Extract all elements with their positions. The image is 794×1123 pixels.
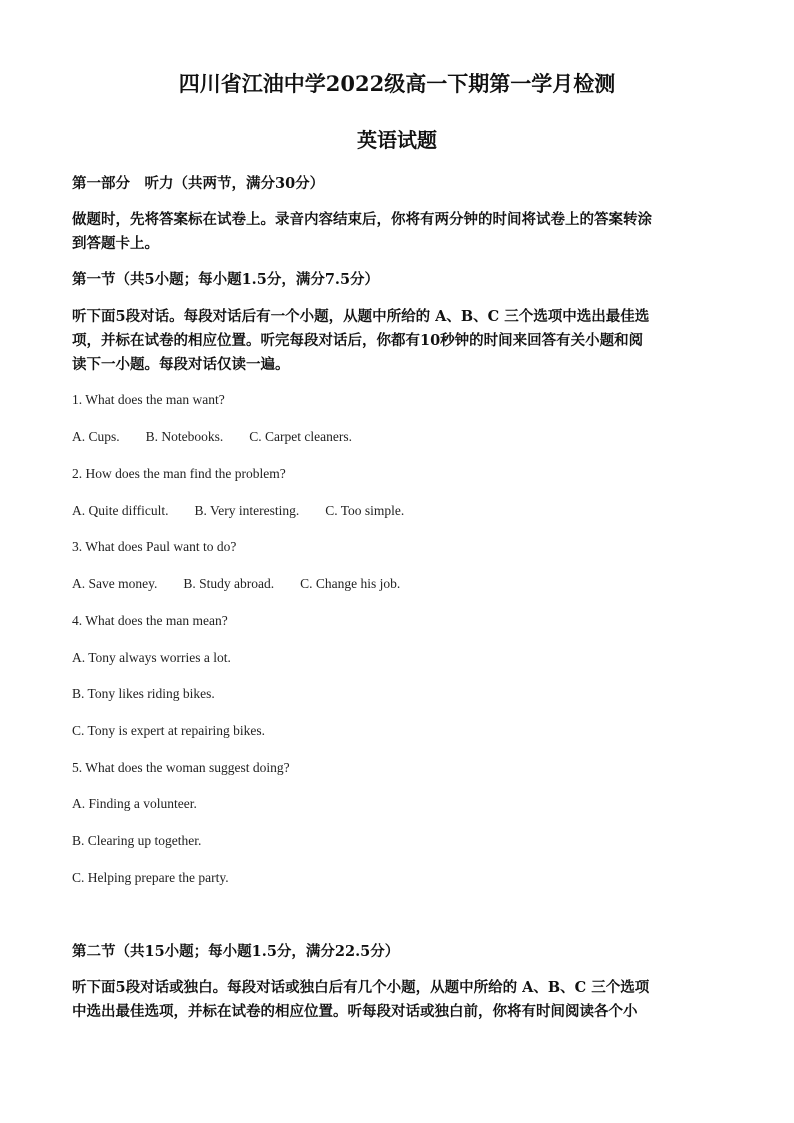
question-5-option-b: B. Clearing up together. [72, 833, 202, 848]
question-1: 1. What does the man want? [72, 392, 225, 407]
option-c: C. Too simple. [325, 503, 405, 518]
section1-heading: 第一节（共5小题；每小题1.5分，满分7.5分） [72, 271, 380, 288]
question-3: 3. What does Paul want to do? [72, 539, 237, 554]
section1-instruction-line: 项，并标在试卷的相应位置。听完每段对话后，你都有10秒钟的时间来回答有关小题和阅 [72, 332, 644, 349]
part1-instruction-line: 做题时，先将答案标在试卷上。录音内容结束后，你将有两分钟的时间将试卷上的答案转涂 [72, 211, 652, 228]
section2-instruction-line: 听下面5段对话或独白。每段对话或独白后有几个小题，从题中所给的 A、B、C 三个选项 [72, 979, 650, 996]
option-c: C. Change his job. [300, 576, 401, 591]
exam-subtitle: 英语试题 [357, 128, 437, 152]
section1-instruction-line: 读下一小题。每段对话仅读一遍。 [72, 356, 290, 373]
part1-instruction-line: 到答题卡上。 [72, 235, 159, 252]
question-1-options [72, 428, 722, 446]
question-4: 4. What does the man mean? [72, 613, 228, 628]
question-5: 5. What does the woman suggest doing? [72, 760, 290, 775]
option-a: A. Save money. [72, 576, 158, 591]
section2-heading: 第二节（共15小题；每小题1.5分，满分22.5分） [72, 943, 400, 960]
option-a: A. Cups. [72, 429, 120, 444]
option-b: B. Very interesting. [194, 503, 300, 518]
section1-instruction-line: 听下面5段对话。每段对话后有一个小题，从题中所给的 A、B、C 三个选项中选出最佳选 [72, 308, 650, 325]
part1-heading: 第一部分 听力（共两节，满分30分） [72, 175, 325, 192]
question-4-option-a: A. Tony always worries a lot. [72, 650, 231, 665]
question-4-option-b: B. Tony likes riding bikes. [72, 686, 215, 701]
question-2: 2. How does the man find the problem? [72, 466, 286, 481]
exam-title: 四川省江油中学2022级高一下期第一学月检测 [178, 71, 616, 96]
question-3-options [72, 575, 722, 593]
option-a: A. Quite difficult. [72, 503, 169, 518]
question-4-option-c: C. Tony is expert at repairing bikes. [72, 723, 266, 738]
option-b: B. Study abroad. [183, 576, 275, 591]
option-b: B. Notebooks. [145, 429, 224, 444]
question-2-options [72, 502, 722, 520]
question-5-option-c: C. Helping prepare the party. [72, 870, 229, 885]
question-5-option-a: A. Finding a volunteer. [72, 796, 197, 811]
option-c: C. Carpet cleaners. [249, 429, 352, 444]
section2-instruction-line: 中选出最佳选项，并标在试卷的相应位置。听每段对话或独白前，你将有时间阅读各个小 [72, 1003, 638, 1020]
